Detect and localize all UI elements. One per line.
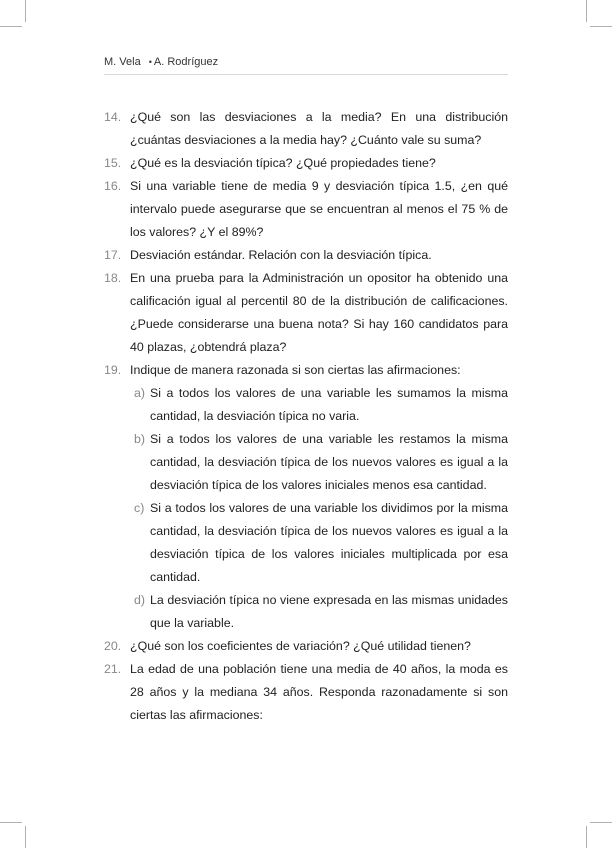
question-number: 16. xyxy=(104,179,122,193)
header-separator: • xyxy=(148,57,152,67)
question-text: Indique de manera razonada si son ciertas las afirmaciones: xyxy=(130,363,461,377)
subitem-label: b) xyxy=(134,432,146,446)
question-text: Si una variable tiene de media 9 y desviación típica 1.5, ¿en qué intervalo puede asegurarse que se encuentran al menos el 75 % de los valores? ¿Y el 89%? xyxy=(130,179,508,239)
crop-mark-bottom-left-v xyxy=(25,826,26,848)
question-number: 20. xyxy=(104,639,122,653)
question-text: Desviación estándar. Relación con la desviación típica. xyxy=(130,248,432,262)
question-text: ¿Qué son los coeficientes de variación? ¿Qué utilidad tienen? xyxy=(130,639,471,653)
question-17 xyxy=(104,244,508,267)
subitem-a xyxy=(104,382,508,428)
question-text: La edad de una población tiene una media de 40 años, la moda es 28 años y la mediana 34 años. Responda razonadamente si son ciertas las afirmaciones: xyxy=(130,662,508,722)
subitem-c xyxy=(104,497,508,589)
question-16 xyxy=(104,175,508,244)
question-14 xyxy=(104,106,508,152)
subitem-d xyxy=(104,589,508,635)
header-author-2: A. Rodríguez xyxy=(153,56,219,68)
question-number: 19. xyxy=(104,363,122,377)
crop-mark-bottom-left-h xyxy=(0,822,22,823)
question-18 xyxy=(104,267,508,359)
subitem-label: c) xyxy=(134,501,145,515)
question-text: ¿Qué es la desviación típica? ¿Qué propiedades tiene? xyxy=(130,156,436,170)
header-author-1: M. Vela xyxy=(104,56,141,68)
subitem-text: Si a todos los valores de una variable les restamos la misma cantidad, la desviación típica de los nuevos valores es igual a la desviación típica de los valores iniciales menos esa cantidad. xyxy=(150,432,508,492)
crop-mark-top-right-h xyxy=(590,26,612,27)
question-21 xyxy=(104,658,508,727)
crop-mark-bottom-right-h xyxy=(590,822,612,823)
question-number: 18. xyxy=(104,271,122,285)
crop-mark-top-right-v xyxy=(586,0,587,22)
crop-mark-top-left-v xyxy=(25,0,26,22)
question-number: 17. xyxy=(104,248,122,262)
subitem-b xyxy=(104,428,508,497)
question-number: 15. xyxy=(104,156,122,170)
crop-mark-bottom-right-v xyxy=(586,826,587,848)
subitem-label: a) xyxy=(134,386,146,400)
subitem-text: Si a todos los valores de una variable los dividimos por la misma cantidad, la desviación típica de los nuevos valores es igual a la desviación típica de los valores iniciales multiplicada por esa cantidad. xyxy=(150,501,508,584)
question-number: 14. xyxy=(104,110,122,124)
question-15 xyxy=(104,152,508,175)
question-number: 21. xyxy=(104,662,122,676)
subitem-label: d) xyxy=(134,593,146,607)
subitem-text: La desviación típica no viene expresada en las mismas unidades que la variable. xyxy=(150,593,508,630)
crop-mark-top-left-h xyxy=(0,26,22,27)
question-text: En una prueba para la Administración un opositor ha obtenido una calificación igual al percentil 80 de la distribución de calificaciones. ¿Puede considerarse una buena nota? Si hay 160 candidatos para 40 plazas, ¿obtendrá plaza? xyxy=(130,271,508,354)
subitem-text: Si a todos los valores de una variable les sumamos la misma cantidad, la desviación típica no varia. xyxy=(150,386,508,423)
question-list xyxy=(104,106,508,727)
question-19 xyxy=(104,359,508,382)
question-text: ¿Qué son las desviaciones a la media? En una distribución ¿cuántas desviaciones a la media hay? ¿Cuánto vale su suma? xyxy=(130,110,508,147)
running-header xyxy=(104,56,508,75)
question-20 xyxy=(104,635,508,658)
